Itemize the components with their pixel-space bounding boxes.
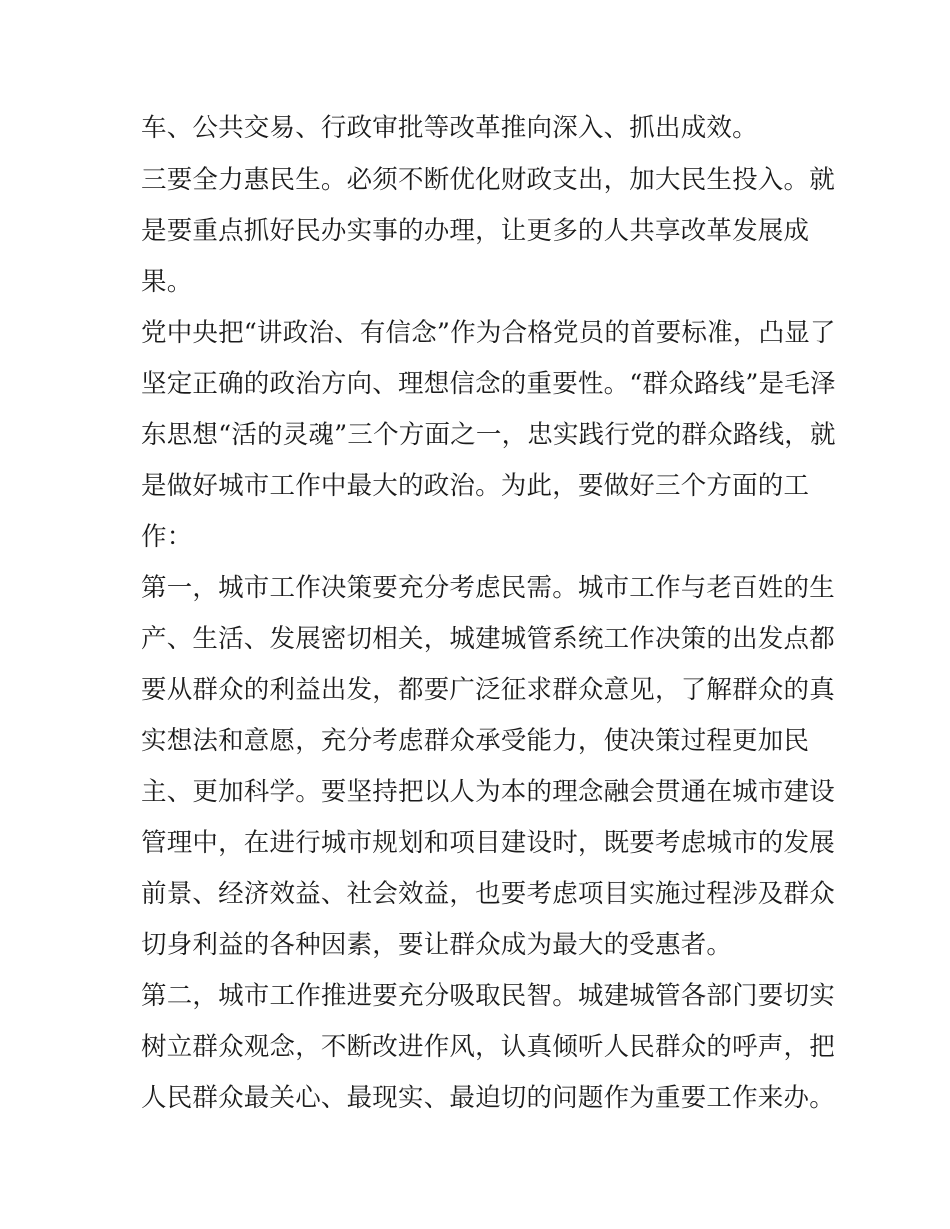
text-line-8: 是做好城市工作中最大的政治。为此，要做好三个方面的工	[141, 471, 810, 501]
text-line-18: 第二，城市工作推进要充分吸取民智。城建城管各部门要切实	[141, 981, 835, 1011]
text-line-15: 管理中，在进行城市规划和项目建设时，既要考虑城市的发展	[141, 828, 835, 858]
text-line-14: 主、更加科学。要坚持把以人为本的理念融会贯通在城市建设	[141, 777, 835, 807]
text-line-11: 产、生活、发展密切相关，城建城管系统工作决策的出发点都	[141, 624, 835, 654]
text-line-17: 切身利益的各种因素，要让群众成为最大的受惠者。	[141, 930, 733, 960]
text-line-19: 树立群众观念，不断改进作风，认真倾听人民群众的呼声，把	[141, 1032, 835, 1062]
text-line-12: 要从群众的利益出发，都要广泛征求群众意见，了解群众的真	[141, 675, 835, 705]
text-line-10: 第一，城市工作决策要充分考虑民需。城市工作与老百姓的生	[141, 573, 835, 603]
text-line-1: 车、公共交易、行政审批等改革推向深入、抓出成效。	[141, 113, 758, 143]
text-line-2: 三要全力惠民生。必须不断优化财政支出，加大民生投入。就	[141, 165, 835, 195]
text-line-7: 东思想“活的灵魂”三个方面之一，忠实践行党的群众路线，就	[141, 420, 836, 450]
text-line-20: 人民群众最关心、最现实、最迫切的问题作为重要工作来办。	[141, 1083, 835, 1113]
text-line-6: 坚定正确的政治方向、理想信念的重要性。“群众路线”是毛泽	[141, 369, 836, 399]
text-line-9: 作：	[141, 522, 193, 552]
text-line-5: 党中央把“讲政治、有信念”作为合格党员的首要标准，凸显了	[141, 318, 836, 348]
text-line-3: 是要重点抓好民办实事的办理，让更多的人共享改革发展成	[141, 216, 810, 246]
text-line-4: 果。	[141, 267, 193, 297]
text-line-16: 前景、经济效益、社会效益，也要考虑项目实施过程涉及群众	[141, 879, 835, 909]
text-line-13: 实想法和意愿，充分考虑群众承受能力，使决策过程更加民	[141, 726, 810, 756]
